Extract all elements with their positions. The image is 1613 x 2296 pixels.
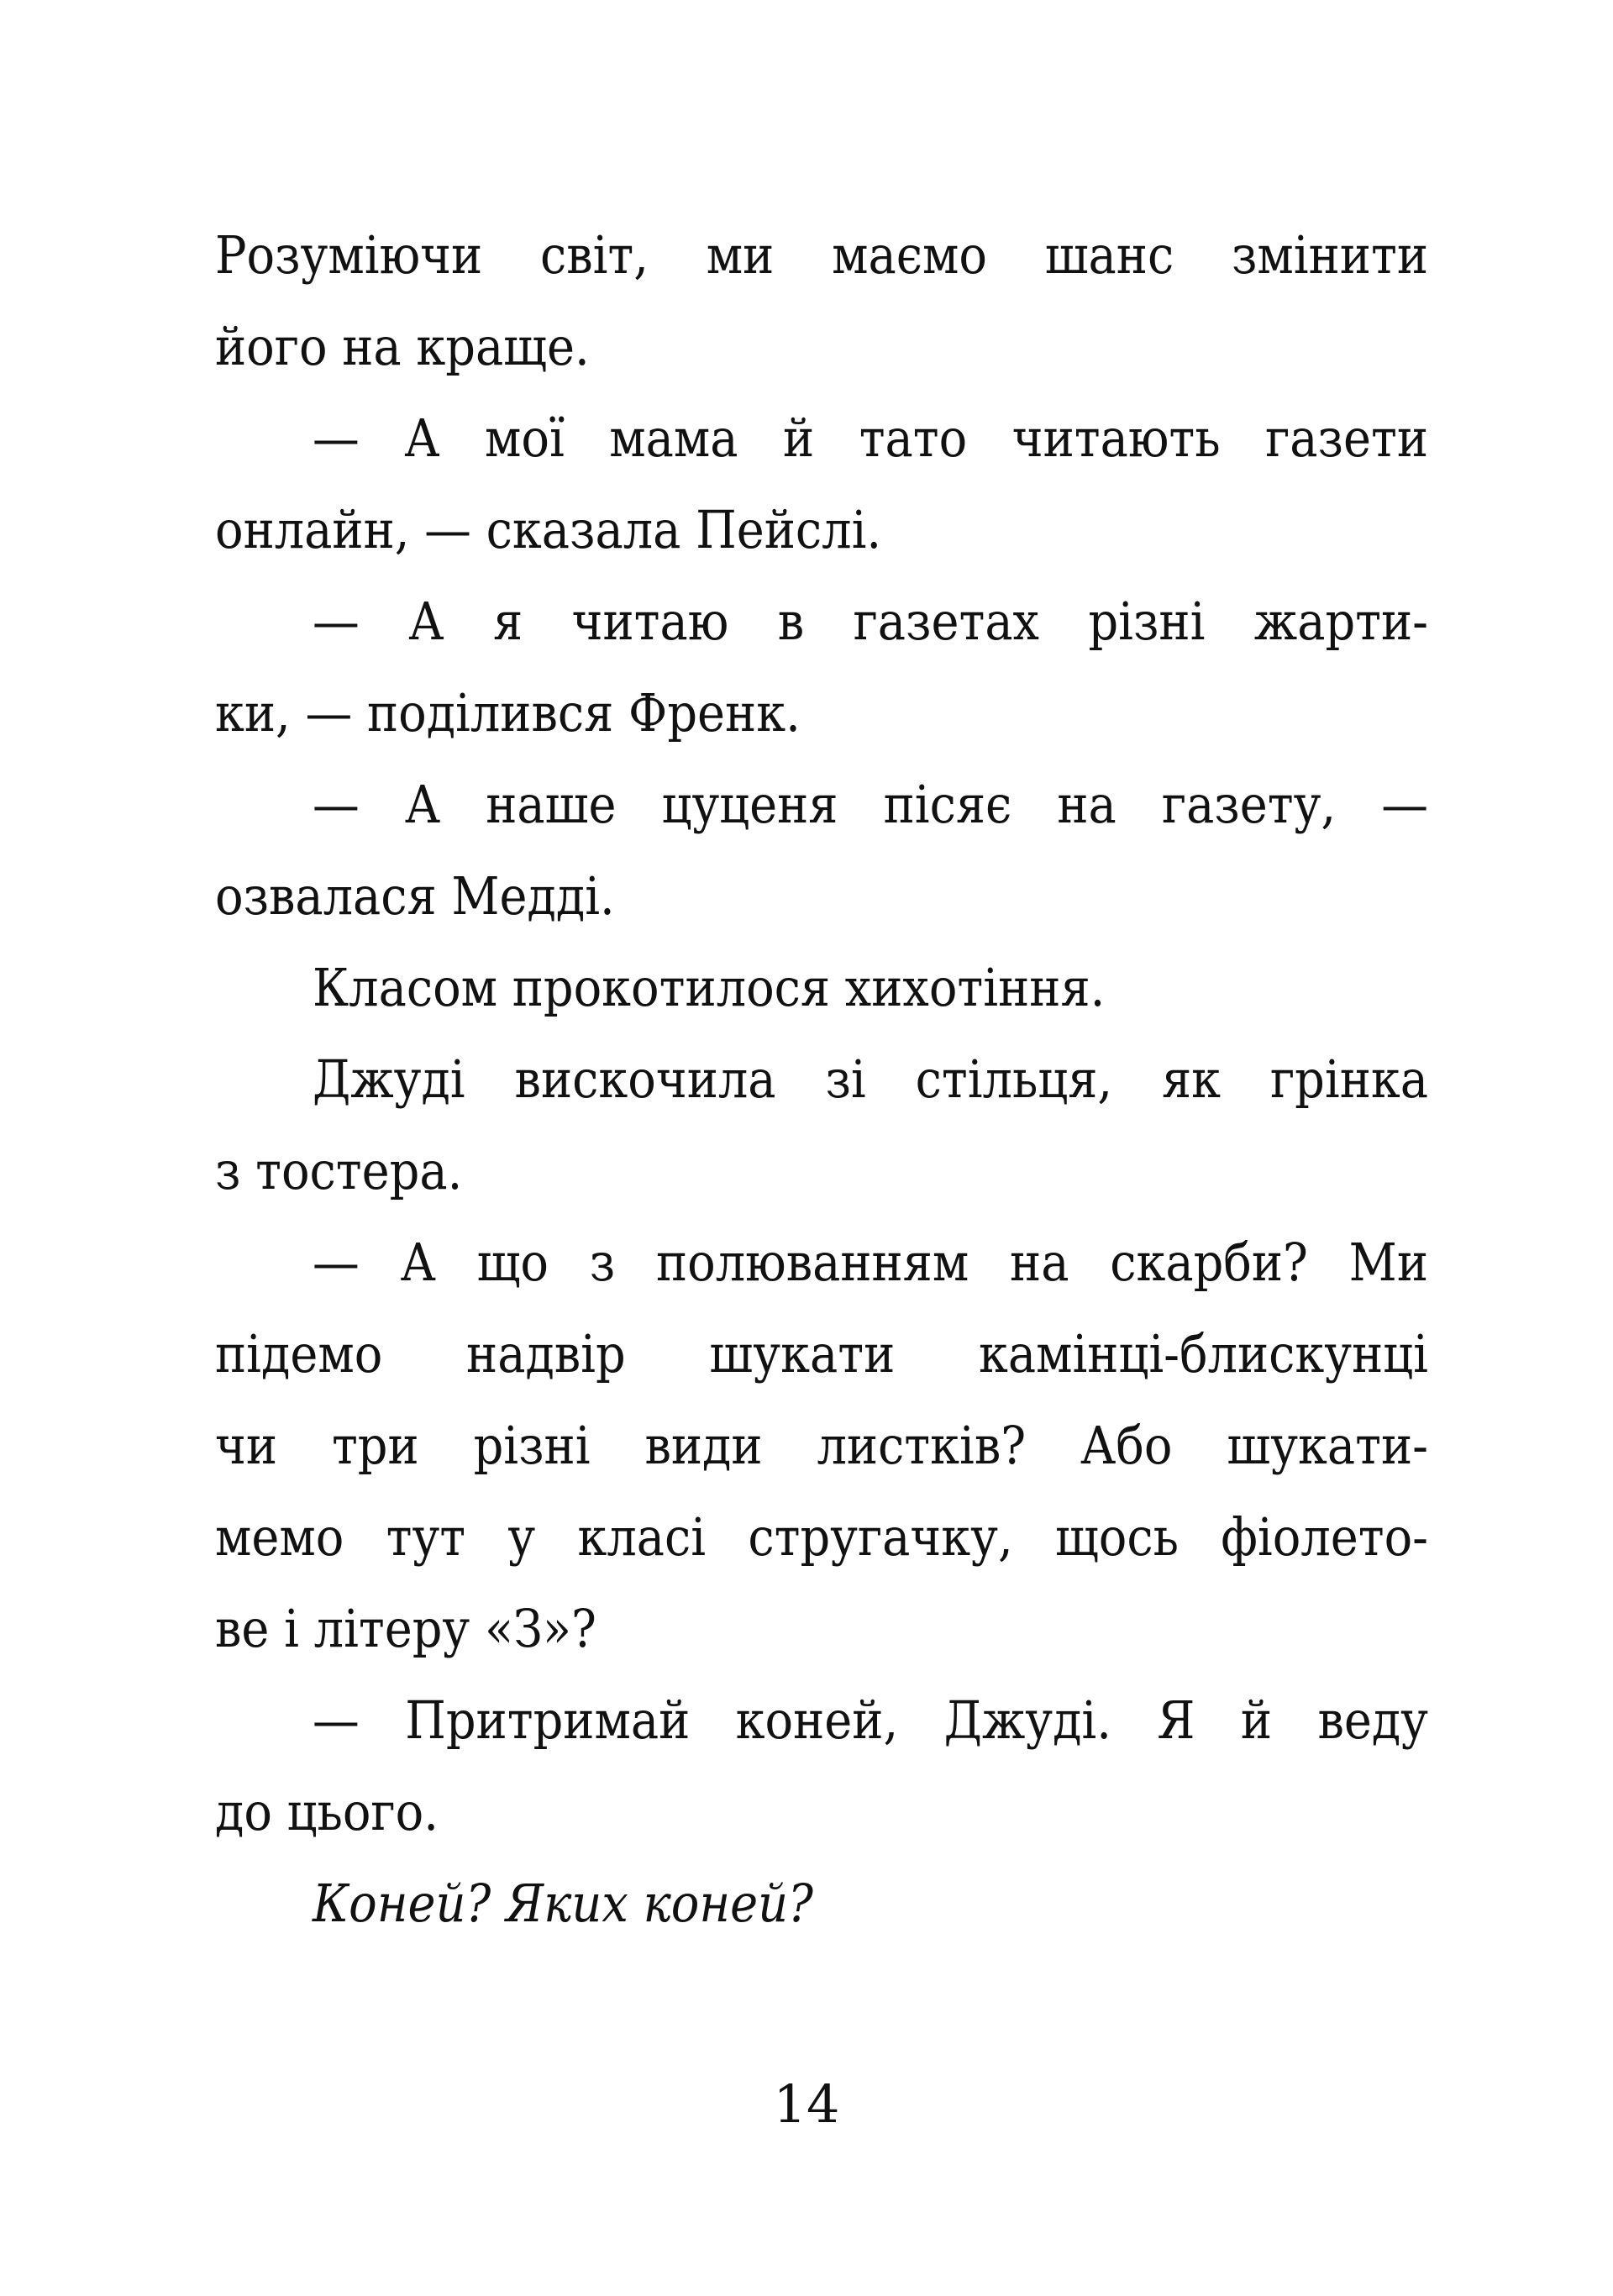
- text-line: Класом прокотилося хихотіння.: [313, 957, 1106, 1018]
- text-line: озвалася Медді.: [215, 865, 615, 927]
- text-line: Джуді вискочила зі стільця, як грінка: [313, 1048, 1428, 1110]
- text-line: до цього.: [215, 1781, 439, 1842]
- text-line: ве і літеру «З»?: [215, 1598, 596, 1659]
- text-line: чи три різні види листків? Або шукати-: [215, 1415, 1428, 1476]
- text-line: — А мої мама й тато читають газети: [313, 407, 1428, 469]
- text-line: Розуміючи світ, ми маємо шанс змінити: [215, 224, 1428, 286]
- text-line: з тостера.: [215, 1140, 463, 1201]
- text-line: — Притримай коней, Джуді. Я й веду: [313, 1689, 1428, 1751]
- text-line: Коней? Яких коней?: [313, 1873, 813, 1934]
- text-line: ки, — поділився Френк.: [215, 682, 801, 743]
- page-number: 14: [773, 2073, 840, 2135]
- text-line: — А я читаю в газетах різні жарти-: [313, 591, 1428, 652]
- text-line: онлайн, — сказала Пейслі.: [215, 499, 882, 560]
- text-line: мемо тут у класі стругачку, щось фіолето-: [215, 1506, 1428, 1568]
- page-body-text: [215, 209, 1428, 1949]
- text-line: — А що з полюванням на скарби? Ми: [313, 1232, 1428, 1293]
- text-line: — А наше цуценя пісяє на газету, —: [313, 774, 1428, 835]
- text-line: його на краще.: [215, 316, 590, 377]
- text-line: підемо надвір шукати камінці-блискунці: [215, 1323, 1428, 1384]
